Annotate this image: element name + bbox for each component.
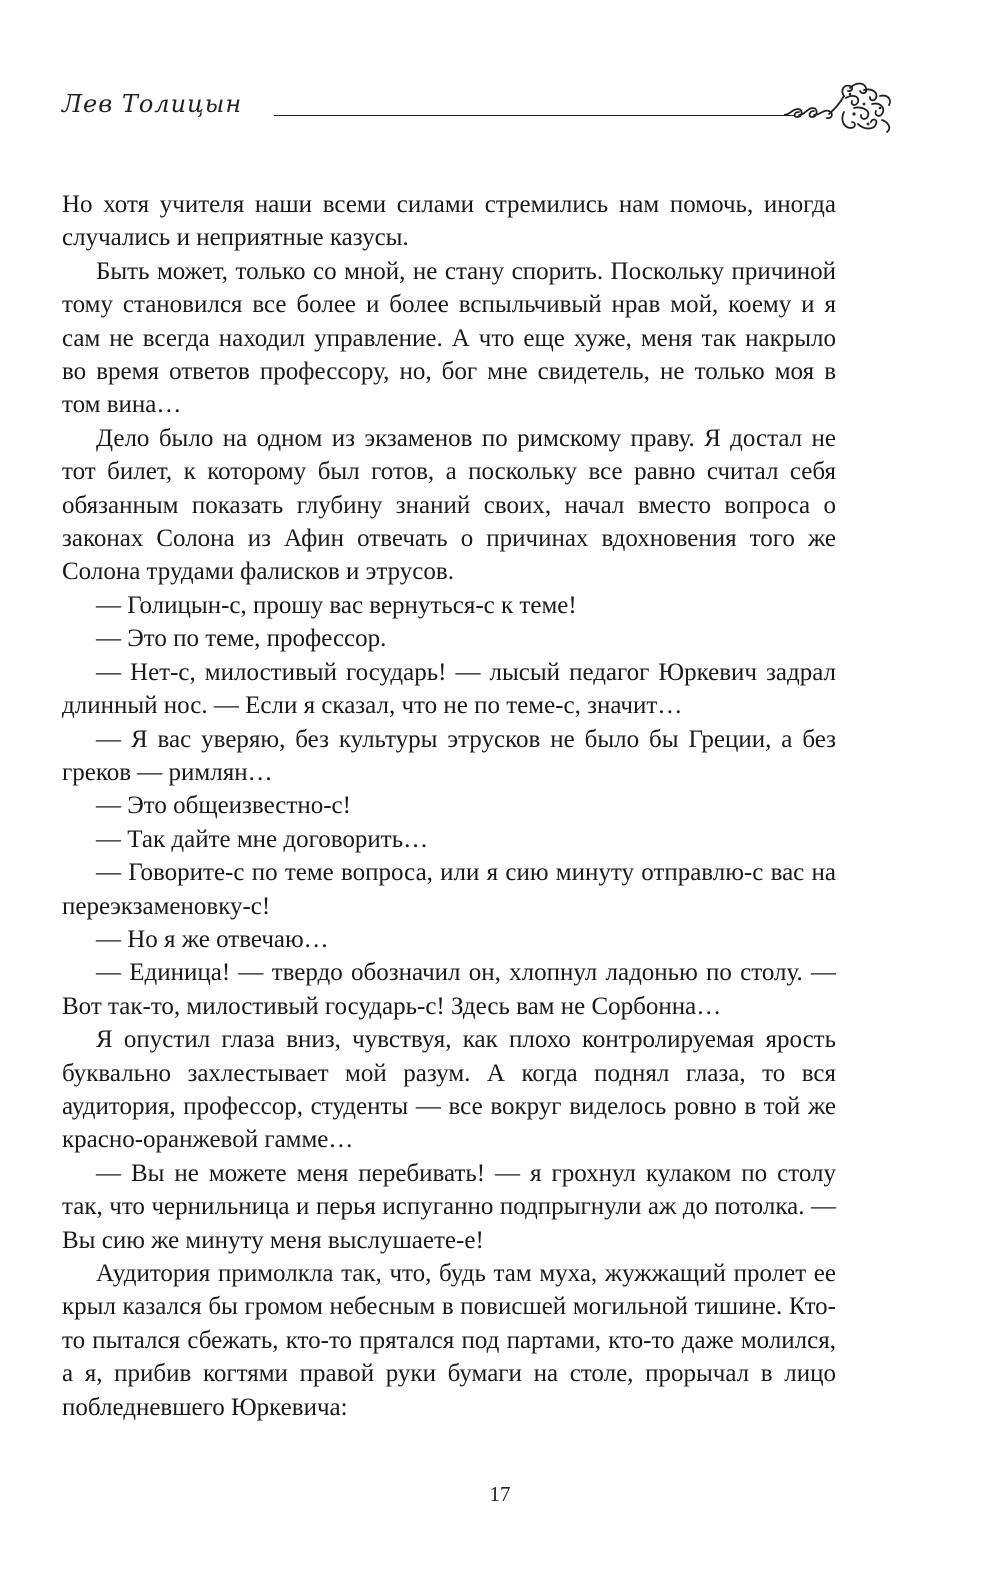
dialogue-line: — Но я же отвечаю…: [96, 925, 329, 953]
floral-ornament-icon: [784, 78, 912, 138]
header-rule-divider: [274, 115, 794, 116]
dialogue-line: — Голицын-с, прошу вас вернуться-с к теме!: [96, 591, 577, 619]
page-number: 17: [489, 1482, 511, 1506]
dialogue-line: — Нет-с, милостивый государь! — лысый педагог Юркевич задрал длинный нос. — Если я сказал, что не по теме-с, значит…: [62, 658, 836, 720]
paragraph: Я опустил глаза вниз, чувствуя, как плохо контролируемая ярость буквально захлестывает мой разум. А когда поднял глаза, то вся аудитория, профессор, студенты — все вокруг виделось ровно в той же красно-оранжевой гамме…: [62, 1026, 836, 1154]
dialogue-line: — Это общеизвестно-с!: [96, 792, 351, 820]
paragraph: Быть может, только со мной, не стану спорить. Поскольку причиной тому становился все более и более вспыльчивый нрав мой, коему и я сам не всегда находил управление. А что еще хуже, меня так накрыло во время ответов профессору, но, бог мне свидетель, не только моя в том вина…: [62, 257, 836, 419]
dialogue-line: — Это по теме, профессор.: [96, 625, 387, 653]
paragraph: Дело было на одном из экзаменов по римскому праву. Я достал не тот билет, к которому был готов, а поскольку все равно считал себя обязанным показать глубину знаний своих, начал вместо вопроса о законах Солона из Афин отвечать о причинах вдохновения того же Солона трудами фалисков и этрусов.: [62, 424, 836, 586]
body-text: [62, 188, 836, 1424]
header-author: Лев Толицын: [62, 90, 243, 118]
dialogue-line: — Вы не можете меня перебивать! — я грохнул кулаком по столу так, что чернильница и перья испуганно подпрыгнули аж до потолка. — Вы сию же минуту меня выслушаете-е!: [62, 1159, 836, 1254]
dialogue-line: — Я вас уверяю, без культуры этрусков не было бы Греции, а без греков — римлян…: [62, 725, 836, 786]
dialogue-line: — Так дайте мне договорить…: [96, 825, 429, 853]
dialogue-line: — Единица! — твердо обозначил он, хлопнул ладонью по столу. — Вот так-то, милостивый государь-с! Здесь вам не Сорбонна…: [62, 959, 836, 1020]
running-header: [62, 78, 912, 138]
paragraph: Но хотя учителя наши всеми силами стремились нам помочь, иногда случались и неприятные казусы.: [62, 191, 836, 252]
dialogue-line: — Говорите-с по теме вопроса, или я сию минуту отправлю-с вас на переэкзаменовку-с!: [62, 859, 836, 920]
paragraph: Аудитория примолкла так, что, будь там муха, жужжащий пролет ее крыл казался бы громом небесным в повисшей могильной тишине. Кто-то пытался сбежать, кто-то прятался под партами, кто-то даже молился, а я, прибив когтями правой руки бумаги на столе, прорычал в лицо побледневшего Юркевича:: [62, 1260, 836, 1421]
